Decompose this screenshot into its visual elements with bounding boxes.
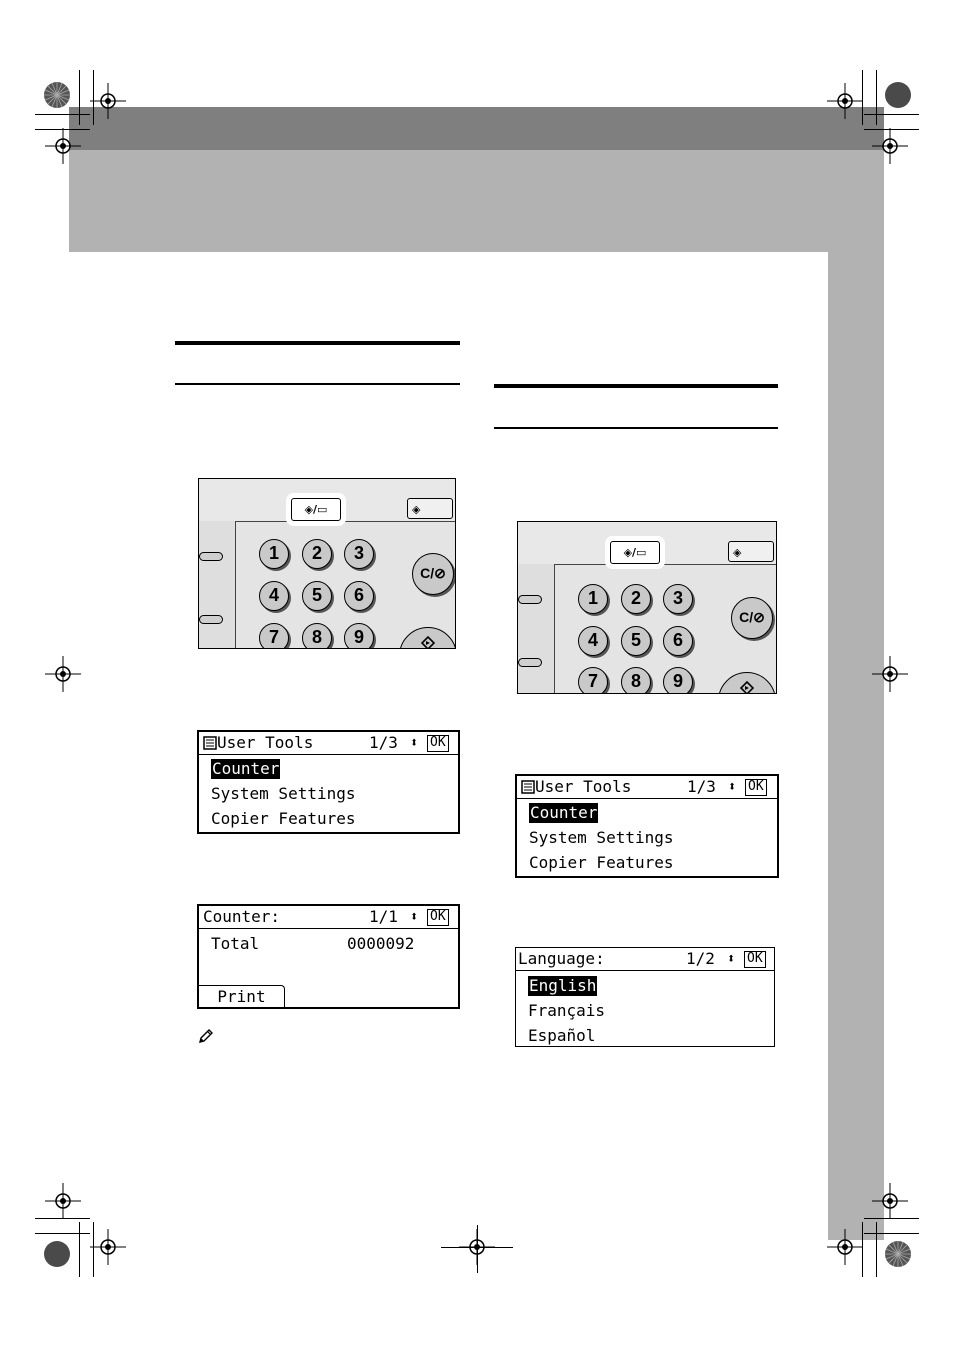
registration-target-icon <box>872 656 908 692</box>
digit-key-6[interactable]: 6 <box>344 581 374 611</box>
lcd-header <box>516 948 774 971</box>
digit-key-7[interactable]: 7 <box>259 623 289 649</box>
color-wheel-icon <box>43 1240 71 1268</box>
side-button[interactable] <box>518 658 542 667</box>
registration-target-icon <box>90 83 126 119</box>
section-heading-rule-top <box>175 341 460 345</box>
clear-stop-key[interactable]: C/⊘ <box>412 553 454 595</box>
lcd-counter-screen <box>197 904 460 1009</box>
registration-target-icon <box>872 128 908 164</box>
start-icon <box>740 681 754 694</box>
side-button[interactable] <box>199 615 223 624</box>
digit-key-4[interactable]: 4 <box>578 626 608 656</box>
registration-target-icon <box>872 1183 908 1219</box>
menu-list-icon <box>521 780 535 794</box>
lcd-user-tools-screen <box>515 774 779 878</box>
lcd-title: Counter: <box>203 907 281 926</box>
counter-total-value: 0000092 <box>347 934 415 953</box>
digit-key-2[interactable]: 2 <box>302 539 332 569</box>
crop-line <box>477 1225 478 1273</box>
ok-button[interactable]: OK <box>427 909 449 926</box>
side-button[interactable] <box>518 595 542 604</box>
header-band-light <box>69 150 884 252</box>
start-key[interactable] <box>718 672 776 694</box>
lcd-user-tools-screen <box>197 730 460 834</box>
program-key[interactable]: ◈ <box>407 498 453 519</box>
digit-key-9[interactable]: 9 <box>344 623 374 649</box>
lcd-title: User Tools <box>521 776 631 798</box>
user-tools-counter-key[interactable]: ◈/▭ <box>291 498 341 521</box>
digit-key-8[interactable]: 8 <box>621 667 651 694</box>
scroll-arrows-icon: ⬍ <box>410 735 419 751</box>
ok-button[interactable]: OK <box>427 735 449 752</box>
crop-line <box>441 1247 513 1248</box>
lcd-header <box>517 776 777 799</box>
digit-key-3[interactable]: 3 <box>663 584 693 614</box>
digit-key-5[interactable]: 5 <box>621 626 651 656</box>
start-key[interactable] <box>399 627 456 649</box>
digit-key-7[interactable]: 7 <box>578 667 608 694</box>
menu-item-copier-features[interactable]: Copier Features <box>211 809 356 828</box>
lcd-header <box>199 906 458 929</box>
section-heading-rule-bottom <box>494 427 778 429</box>
color-wheel-icon <box>884 81 912 109</box>
control-panel-illustration <box>198 478 456 649</box>
chapter-side-tab <box>828 252 884 1240</box>
lcd-title: Language: <box>518 949 605 968</box>
section-heading-rule-top <box>494 384 778 388</box>
start-icon <box>421 636 435 649</box>
lcd-language-screen <box>515 947 775 1047</box>
section-heading-rule-bottom <box>175 383 460 385</box>
digit-key-2[interactable]: 2 <box>621 584 651 614</box>
scroll-arrows-icon: ⬍ <box>728 779 737 795</box>
side-button[interactable] <box>199 552 223 561</box>
lcd-title: User Tools <box>203 732 313 754</box>
registration-target-icon <box>827 1229 863 1265</box>
registration-target-icon <box>45 1183 81 1219</box>
registration-target-icon <box>90 1229 126 1265</box>
color-wheel-icon <box>884 1240 912 1268</box>
lcd-page-indicator: 1/3 <box>687 777 716 796</box>
print-softkey[interactable]: Print <box>199 985 285 1007</box>
language-item-english[interactable]: English <box>529 976 597 995</box>
menu-item-copier-features[interactable]: Copier Features <box>529 853 674 872</box>
registration-target-icon <box>45 656 81 692</box>
lcd-page-indicator: 1/1 <box>369 907 398 926</box>
digit-key-5[interactable]: 5 <box>302 581 332 611</box>
registration-target-icon <box>827 83 863 119</box>
color-wheel-icon <box>43 81 71 109</box>
menu-list-icon <box>203 736 217 750</box>
digit-key-1[interactable]: 1 <box>578 584 608 614</box>
digit-key-3[interactable]: 3 <box>344 539 374 569</box>
pencil-note-icon <box>197 1027 215 1045</box>
lcd-page-indicator: 1/3 <box>369 733 398 752</box>
menu-item-system-settings[interactable]: System Settings <box>211 784 356 803</box>
user-tools-counter-key[interactable]: ◈/▭ <box>610 541 660 564</box>
scroll-arrows-icon: ⬍ <box>727 951 736 967</box>
menu-item-counter[interactable]: Counter <box>530 803 598 822</box>
clear-stop-key[interactable]: C/⊘ <box>731 597 773 639</box>
language-item-espanol[interactable]: Español <box>528 1026 596 1045</box>
counter-total-label: Total <box>211 934 260 953</box>
menu-item-counter[interactable]: Counter <box>212 759 280 778</box>
control-panel-illustration <box>517 521 777 694</box>
digit-key-1[interactable]: 1 <box>259 539 289 569</box>
lcd-page-indicator: 1/2 <box>686 949 715 968</box>
ok-button[interactable]: OK <box>745 779 767 796</box>
menu-item-system-settings[interactable]: System Settings <box>529 828 674 847</box>
scroll-arrows-icon: ⬍ <box>410 909 419 925</box>
digit-key-4[interactable]: 4 <box>259 581 289 611</box>
digit-key-9[interactable]: 9 <box>663 667 693 694</box>
lcd-header <box>199 732 458 755</box>
digit-key-8[interactable]: 8 <box>302 623 332 649</box>
registration-target-icon <box>45 128 81 164</box>
language-item-francais[interactable]: Français <box>528 1001 606 1020</box>
program-key[interactable]: ◈ <box>728 541 774 562</box>
header-band-dark <box>69 107 884 150</box>
ok-button[interactable]: OK <box>744 951 766 968</box>
digit-key-6[interactable]: 6 <box>663 626 693 656</box>
